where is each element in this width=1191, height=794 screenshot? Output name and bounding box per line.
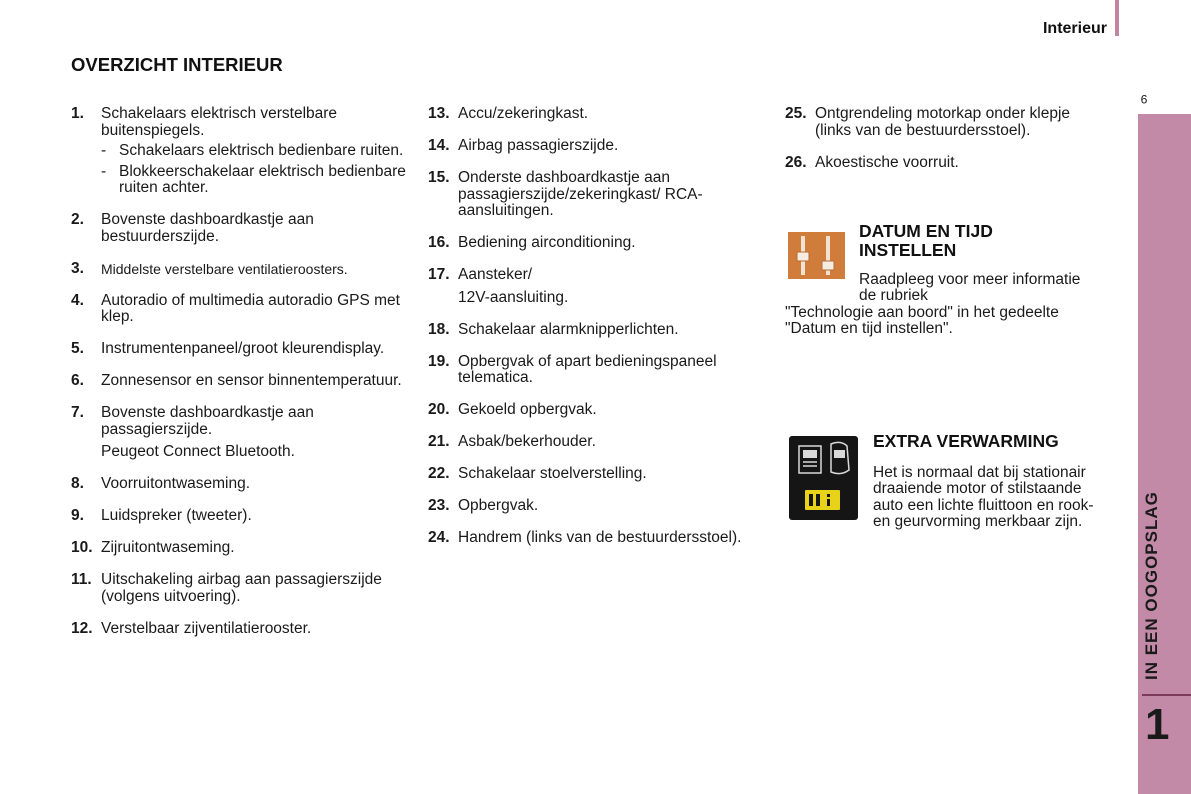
item-text: Ontgrendeling motorkap onder klepje (links van de bestuurdersstoel).: [815, 105, 1071, 139]
chapter-number: 1: [1145, 700, 1170, 749]
list-item: [71, 106, 421, 197]
chapter-divider: [1142, 694, 1191, 696]
item-text: Aansteker/: [458, 266, 533, 283]
item-number: 9.: [71, 507, 84, 524]
list-item: [71, 261, 421, 278]
item-content: [101, 540, 421, 557]
item-number: 12.: [71, 619, 93, 637]
item-number: 17.: [428, 266, 450, 283]
sub-item: [101, 143, 421, 160]
list-item: [71, 373, 421, 390]
item-content: [458, 466, 768, 483]
item-content: [101, 373, 421, 390]
item-number: 2.: [71, 211, 84, 228]
item-number: 3.: [71, 259, 84, 277]
item-content: [101, 261, 421, 278]
list-item: [428, 267, 768, 306]
header-accent-bar: [1115, 0, 1119, 36]
item-text: Luidspreker (tweeter).: [101, 507, 252, 524]
dash-bullet: -: [101, 162, 107, 180]
sub-item: [101, 164, 421, 197]
verwarming-section-text: Het is normaal dat bij stationair draaiende motor of stilstaande auto een lichte fluittoon en rook- en geurvorming merkbaar zijn.: [873, 464, 1094, 530]
list-item: [428, 466, 768, 483]
section-header: Interieur: [1042, 20, 1107, 37]
item-text: Akoestische voorruit.: [815, 153, 959, 171]
datum-text-rest: "Technologie aan boord" in het gedeelte "Datum en tijd instellen".: [785, 303, 1059, 337]
item-text: Voorruitontwaseming.: [101, 475, 251, 492]
sub-item-text: Blokkeerschakelaar elektrisch bedienbare ruiten achter.: [119, 162, 406, 196]
list-item: [71, 476, 421, 493]
item-content: [815, 106, 1085, 139]
item-text: Handrem (links van de bestuurdersstoel).: [458, 529, 742, 546]
item-number: 6.: [71, 372, 84, 389]
item-content: [101, 572, 421, 605]
list-item: [71, 405, 421, 461]
item-text: Onderste dashboardkastje aan passagierszijde/zekeringkast/ RCA-aansluitingen.: [458, 169, 703, 219]
list-item: [71, 212, 421, 245]
page-title: OVERZICHT INTERIEUR: [71, 54, 283, 75]
verwarming-section-title: EXTRA VERWARMING: [873, 431, 1059, 451]
item-number: 16.: [428, 234, 450, 251]
item-content: [101, 293, 421, 326]
item-text: Bovenste dashboardkastje aan passagierszijde.: [101, 404, 314, 438]
item-text: Bediening airconditioning.: [458, 234, 636, 251]
item-content: [101, 405, 421, 461]
item-text: Gekoeld opbergvak.: [458, 401, 597, 418]
item-number: 24.: [428, 529, 450, 546]
item-number: 5.: [71, 340, 84, 357]
item-content: [458, 170, 768, 220]
item-number: 26.: [785, 153, 807, 171]
datum-text-first: Raadpleeg voor meer informatie de rubriek: [859, 271, 1081, 305]
column-3: [785, 106, 1085, 187]
item-text: Schakelaar stoelverstelling.: [458, 465, 647, 482]
item-content: [815, 155, 1085, 172]
item-content: [458, 530, 768, 547]
item-content: [458, 434, 768, 451]
list-item: [428, 402, 768, 419]
item-number: 19.: [428, 352, 450, 370]
item-content: [101, 621, 421, 638]
item-content: [458, 402, 768, 419]
item-content: [458, 322, 768, 339]
list-item: [428, 354, 768, 387]
chapter-sidebar: [1138, 114, 1191, 794]
list-item: [428, 498, 768, 515]
item-number: 21.: [428, 433, 450, 450]
list-item: [71, 341, 421, 358]
list-item: [428, 322, 768, 339]
item-number: 14.: [428, 137, 450, 154]
heater-warning-icon: [789, 436, 858, 520]
list-item: [71, 508, 421, 525]
item-number: 1.: [71, 105, 84, 122]
item-number: 25.: [785, 105, 807, 122]
item-content: [101, 341, 421, 358]
item-content: [101, 212, 421, 245]
item-text: Instrumentenpaneel/groot kleurendisplay.: [101, 340, 385, 357]
list-item: [71, 621, 421, 638]
item-number: 18.: [428, 320, 450, 338]
item-text: Verstelbaar zijventilatierooster.: [101, 619, 312, 637]
item-text: Accu/zekeringkast.: [458, 105, 589, 122]
item-text: Asbak/bekerhouder.: [458, 433, 596, 450]
item-text: Uitschakeling airbag aan passagierszijde (volgens uitvoering).: [101, 571, 382, 605]
item-number: 11.: [71, 571, 92, 588]
item-number: 10.: [71, 539, 93, 556]
item-content: [458, 235, 768, 252]
item-text: Autoradio of multimedia autoradio GPS met klep.: [101, 291, 400, 325]
list-item: [71, 572, 421, 605]
list-item: [428, 235, 768, 252]
item-number: 23.: [428, 497, 450, 514]
datum-section-text: [785, 272, 1095, 337]
item-number: 22.: [428, 465, 450, 482]
datum-section-title: DATUM EN TIJD INSTELLEN: [859, 221, 993, 260]
item-content: [458, 138, 768, 155]
chapter-title: IN EEN OOGOPSLAG: [1142, 491, 1161, 680]
item-content: [101, 476, 421, 493]
list-item: [785, 106, 1085, 139]
item-text: Schakelaars elektrisch verstelbare buitenspiegels.: [101, 105, 338, 139]
item-number: 13.: [428, 105, 450, 122]
item-text: Bovenste dashboardkastje aan bestuurderszijde.: [101, 211, 314, 245]
item-text: Airbag passagierszijde.: [458, 137, 619, 154]
item-content: [101, 106, 421, 197]
list-item: [428, 170, 768, 220]
item-text: Opbergvak.: [458, 497, 539, 514]
item-extra-text: Peugeot Connect Bluetooth.: [101, 443, 295, 460]
item-content: [458, 354, 768, 387]
item-text: Zonnesensor en sensor binnentemperatuur.: [101, 372, 402, 389]
column-1: [71, 106, 421, 653]
item-extra-text: 12V-aansluiting.: [458, 288, 569, 306]
item-content: [458, 106, 768, 123]
list-item: [785, 155, 1085, 172]
list-item: [71, 293, 421, 326]
item-text: Opbergvak of apart bedieningspaneel telematica.: [458, 352, 717, 386]
list-item: [71, 540, 421, 557]
sub-item-text: Schakelaars elektrisch bedienbare ruiten.: [119, 142, 404, 159]
column-2: [428, 106, 768, 562]
item-number: 4.: [71, 291, 84, 309]
list-item: [428, 138, 768, 155]
item-number: 7.: [71, 404, 84, 421]
item-content: [458, 498, 768, 515]
list-item: [428, 434, 768, 451]
item-content: [101, 508, 421, 525]
item-number: 8.: [71, 475, 84, 492]
item-text: Middelste verstelbare ventilatieroosters.: [101, 260, 348, 277]
item-number: 15.: [428, 169, 450, 186]
item-text: Zijruitontwaseming.: [101, 539, 235, 556]
list-item: [428, 530, 768, 547]
list-item: [428, 106, 768, 123]
item-text: Schakelaar alarmknipperlichten.: [458, 320, 679, 338]
dash-bullet: -: [101, 142, 107, 159]
item-content: [458, 267, 768, 306]
page-number: 9: [1140, 92, 1148, 106]
item-number: 20.: [428, 401, 450, 418]
